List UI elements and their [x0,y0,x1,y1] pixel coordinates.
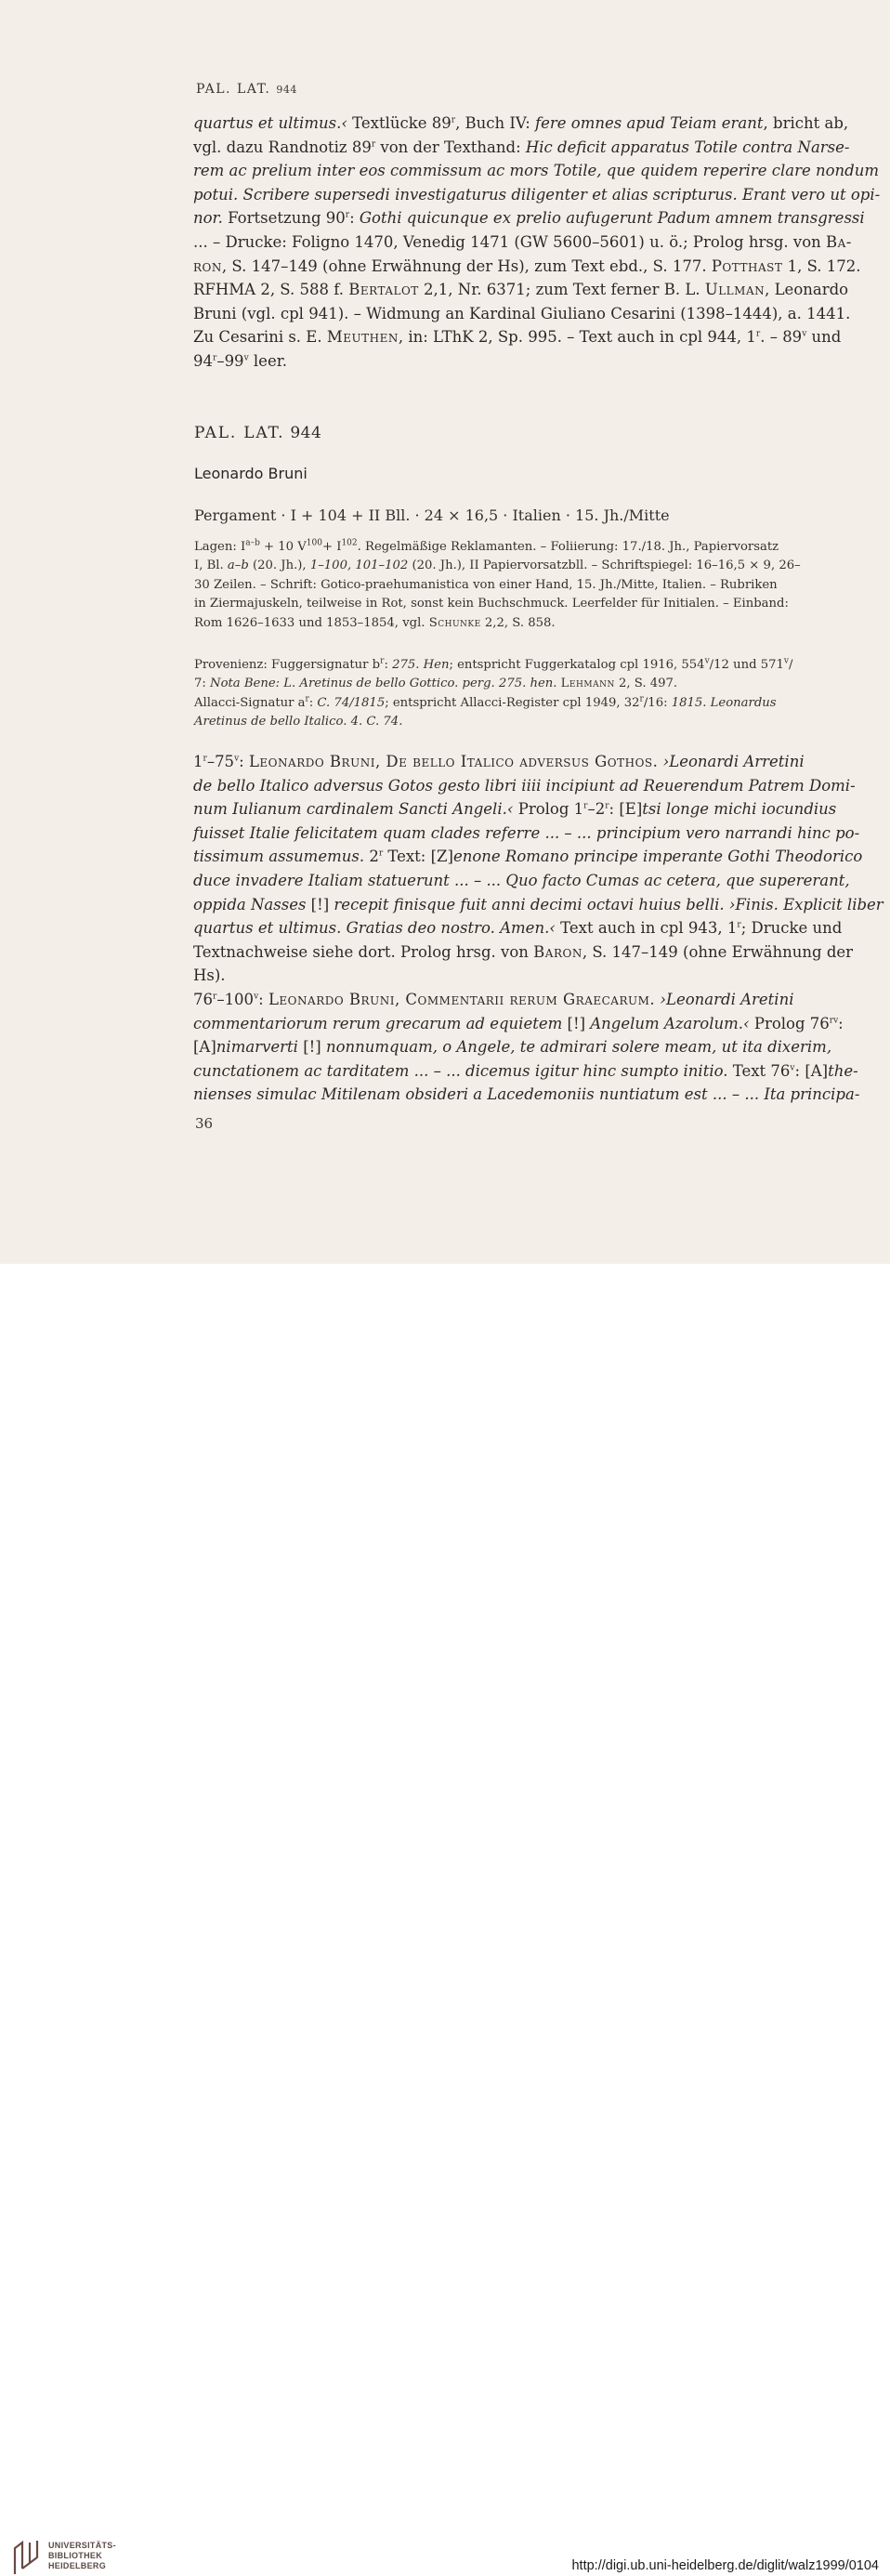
section-signature [194,424,321,442]
text-line: Rom 1626–1633 und 1853–1854, vgl. Schunke 2,2, S. 858. [194,615,556,630]
running-head-label: PAL. LAT. [196,82,271,97]
text-line: de bello Italico adversus Gotos gesto libri iiii incipiunt ad Reuerendum Patrem Domi- [193,776,856,795]
text-line: 30 Zeilen. – Schrift: Gotico-praehumanistica von einer Hand, 15. Jh./Mitte, Italien. – Rubriken [194,577,778,592]
text-line: quartus et ultimus. Gratias deo nostro. Amen.‹ Text auch in cpl 943, 1$^r$; Drucke und [193,919,843,938]
text-line: commentariorum rerum grecarum ad equietem [!] Angelum Azarolum.‹ Prolog $76^{rv}$: [193,1014,844,1032]
logo-line: UNIVERSITÄTS- [48,2541,116,2550]
document-page [0,0,890,1264]
lagen-description [194,538,799,633]
logo-line: HEIDELBERG [48,2561,107,2570]
logo-line: BIBLIOTHEK [48,2551,102,2560]
text-line: 7: Nota Bene: L. Aretinus de bello Gottico. perg. 275. hen. Lehmann 2, S. 497. [194,677,678,691]
signature-label: PAL. LAT. [194,424,285,442]
text-line: in Ziermajuskeln, teilweise in Rot, sonst kein Buchschmuck. Leerfelder für Initialen. – Einband: [194,597,789,611]
text-line: nienses simulac Mitilenam obsideri a Lacedemoniis nuntiatum est ... – ... Ita principa- [193,1085,860,1104]
signature-number: 944 [290,424,322,442]
text-line: tissimum assumemus. 2$^r$ Text: [Z]enone Romano principe imperante Gothi Theodorico [193,848,863,866]
library-logo-icon [11,2539,41,2576]
text-line: rem ac prelium inter eos commissum ac mors Totile, que quidem reperire clare nondum [193,162,879,180]
text-line: ron, S. 147–149 (ohne Erwähnung der Hs), zum Text ebd., S. 177. Potthast 1, S. 172. [193,256,861,275]
codex-summary: Pergament · I + 104 + II Bll. · 24 × 16,5 · Italien · 15. Jh./Mitte [194,506,670,524]
viewer-footer [0,1264,890,2573]
text-line: fuisset Italie felicitatem quam clades referre ... – ... principium vero narrandi hinc po- [193,823,860,842]
text-line: I, Bl. a–b (20. Jh.), 1–100, 101–102 (20. Jh.), II Papiervorsatzbll. – Schriftspiegel: 16–16,5 × 9, 26– [194,559,801,573]
text-line: Lagen: $I^{a-b} + 10$ $V^{100}+ I^{102}$. Regelmäßige Reklamanten. – Foliierung: 17./18. Jh., Papiervorsatz [194,538,779,554]
page-number: 36 [195,1115,214,1132]
text-line: 94$^r$–99$^v$ leer. [193,351,288,370]
text-line: 76$^r$–100$^v$: Leonardo Bruni, Commentarii rerum Graecarum. ›Leonardi Aretini [193,991,794,1008]
text-line: Aretinus de bello Italico. 4. C. 74. [194,715,403,729]
text-line: oppida Nasses [!] recepit finisque fuit anni decimi octavi huius belli. ›Finis. Explicit liber [193,895,883,913]
provenance-description [194,656,799,732]
contents-entry-2 [193,988,860,1107]
text-line: ... – Drucke: Foligno 1470, Venedig 1471 (GW 5600–5601) u. ö.; Prolog hrsg. von Ba- [193,232,852,251]
text-line: quartus et ultimus.‹ Textlücke 89$^r$, Buch IV: fere omnes apud Teiam erant, bricht ab, [193,114,849,132]
contents-entry-1 [193,750,883,988]
text-line: cunctationem ac tarditatem ... – ... dicemus igitur hinc sumpto initio. Text 76$^v$: [A]the- [193,1061,858,1080]
library-logo-text [48,2541,116,2571]
text-line: Provenienz: Fuggersignatur $b^r$: 275. Hen; entspricht Fuggerkatalog cpl 1916, 554$^v$/12 und 571$^v$/ [194,656,793,672]
text-line: Hs). [193,966,226,985]
text-line: potui. Scribere supersedi investigaturus diligenter et alias scripturus. Erant vero ut opi- [193,185,881,204]
text-line: [A]nimarverti [!] nonnumquam, o Angele, te admirari solere meam, ut ita dixerim, [193,1038,832,1057]
permalink-url[interactable]: http://digi.ub.uni-heidelberg.de/diglit/walz1999/0104 [571,2558,879,2573]
text-line: Bruni (vgl. cpl 941). – Widmung an Kardinal Giuliano Cesarini (1398–1444), a. 1441. [193,304,851,322]
text-line: duce invadere Italiam statuerunt ... – ... Quo facto Cumas ac cetera, que supererant, [193,871,850,889]
paragraph-continuation [193,112,881,374]
text-line: RFHMA 2, S. 588 f. Bertalot 2,1, Nr. 6371; zum Text ferner B. L. Ullman, Leonardo [193,281,849,299]
section-author: Leonardo Bruni [194,465,308,482]
text-line: num Iulianum cardinalem Sancti Angeli.‹ Prolog 1$^r$–2$^r$: [E]tsi longe michi iocundius [193,800,837,819]
text-line: Allacci-Signatur $a^r$: C. 74/1815; entspricht Allacci-Register cpl 1949, 32$^r$/16: 1815. Leonardus [194,694,777,710]
text-line: vgl. dazu Randnotiz 89$^r$ von der Texthand: Hic deficit apparatus Totile contra Narse- [193,138,850,156]
text-line: nor. Fortsetzung 90$^r$: Gothi quicunque ex prelio aufugerunt Padum amnem transgressi [193,209,865,228]
running-head-number: 944 [276,84,297,96]
running-head [196,82,297,97]
text-line: Zu Cesarini s. E. Meuthen, in: LThK 2, Sp. 995. – Text auch in cpl 944, 1$^r$. – 89$^v$ und [193,328,842,347]
text-line: 1$^r$–75$^v$: Leonardo Bruni, De bello Italico adversus Gothos. ›Leonardi Arretini [193,753,805,770]
text-line: Textnachweise siehe dort. Prolog hrsg. von Baron, S. 147–149 (ohne Erwähnung der [193,942,854,961]
